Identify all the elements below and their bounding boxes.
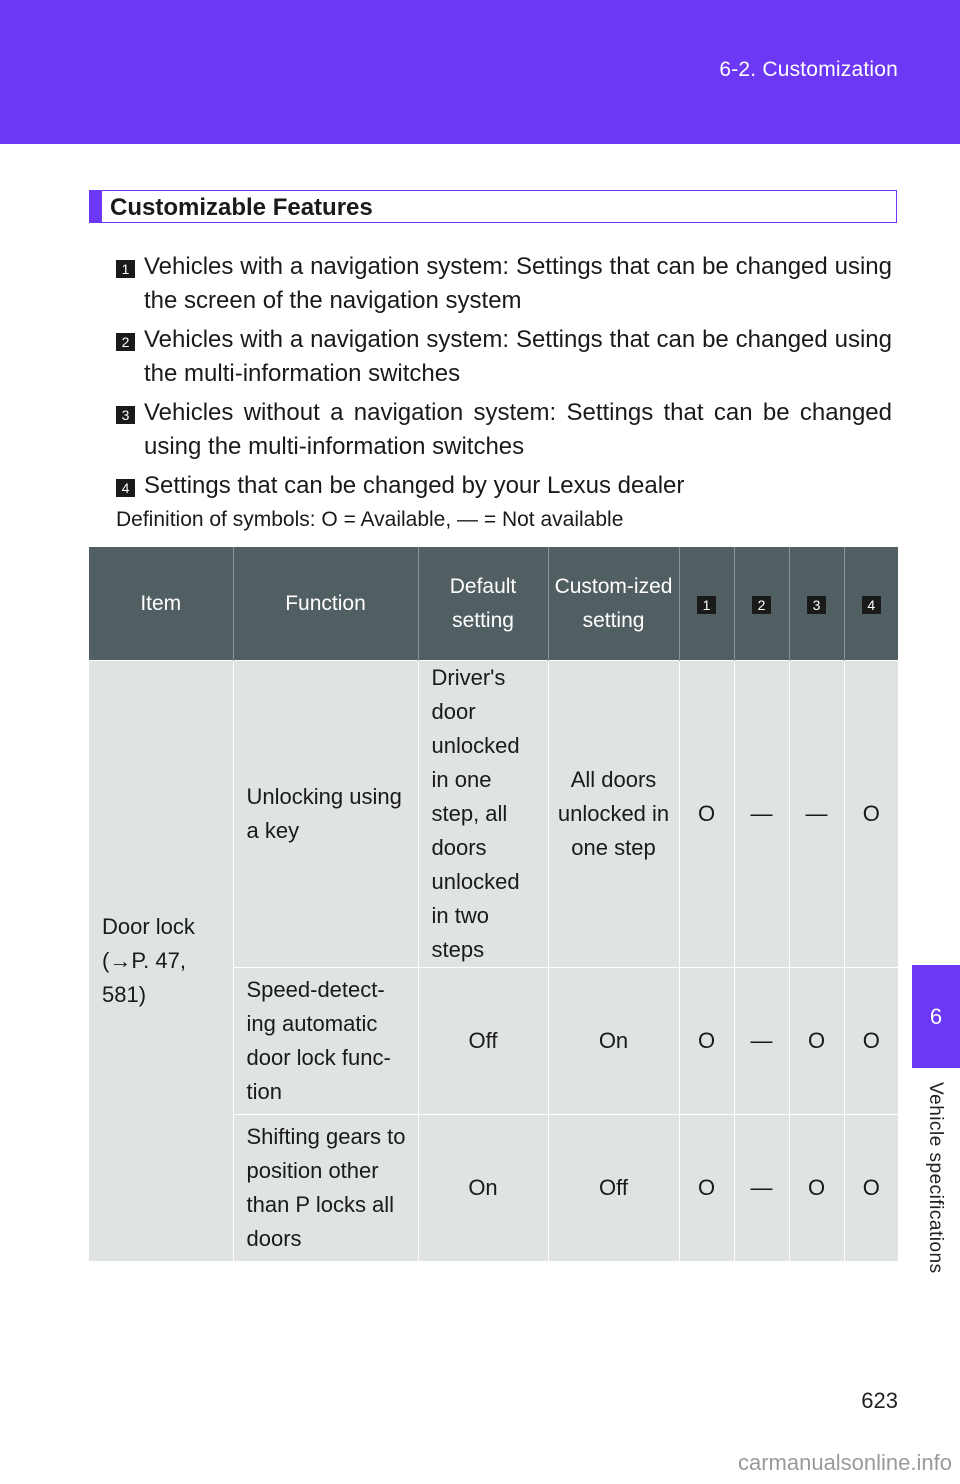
legend-item — [116, 323, 892, 391]
availability-cell-3: — — [789, 661, 844, 968]
default-setting-cell: Driver's door unlocked in one step, all doors unlocked in two steps — [418, 661, 548, 968]
availability-cell-3: O — [789, 1115, 844, 1262]
customized-setting-cell: Off — [548, 1115, 679, 1262]
section-title-bar — [89, 190, 897, 223]
chapter-tab[interactable] — [912, 965, 960, 1068]
footer — [0, 1448, 960, 1484]
legend-number-badge: 1 — [116, 260, 135, 278]
header-col-3 — [789, 547, 844, 661]
availability-cell-1: O — [679, 968, 734, 1115]
availability-cell-2: — — [734, 1115, 789, 1262]
header-customized-setting: Custom-ized setting — [548, 547, 679, 661]
chapter-label: Vehicle specifications — [925, 1082, 946, 1274]
number-badge: 2 — [752, 596, 771, 614]
function-cell: Unlocking using a key — [233, 661, 418, 968]
header-function: Function — [233, 547, 418, 661]
customization-table — [89, 547, 898, 1261]
customized-setting-cell: All doors unlocked in one step — [548, 661, 679, 968]
availability-cell-3: O — [789, 968, 844, 1115]
legend-number-badge: 2 — [116, 333, 135, 351]
availability-cell-2: — — [734, 661, 789, 968]
number-badge: 1 — [697, 596, 716, 614]
legend-text: Vehicles without a navigation system: Settings that can be changed using the multi-information switches — [144, 399, 892, 460]
default-setting-cell: On — [418, 1115, 548, 1262]
page-number: 623 — [861, 1388, 898, 1413]
function-cell: Shifting gears to position other than P locks all doors — [233, 1115, 418, 1262]
legend-item — [116, 469, 892, 503]
header-col-4 — [844, 547, 898, 661]
availability-cell-1: O — [679, 661, 734, 968]
item-cell: Door lock (→P. 47, 581) — [89, 661, 233, 1262]
legend-text: Settings that can be changed by your Lexus dealer — [144, 472, 685, 499]
section-breadcrumb: 6-2. Customization — [719, 58, 898, 81]
customized-setting-cell: On — [548, 968, 679, 1115]
legend-text: Vehicles with a navigation system: Settings that can be changed using the screen of the navigation system — [144, 253, 892, 314]
header-col-1 — [679, 547, 734, 661]
section-accent — [90, 191, 102, 222]
symbol-definition: Definition of symbols: O = Available, — = Not available — [116, 508, 624, 531]
header-item: Item — [89, 547, 233, 661]
table-row — [89, 661, 898, 968]
header-col-2 — [734, 547, 789, 661]
header-default-setting: Default setting — [418, 547, 548, 661]
table-header-row — [89, 547, 898, 661]
availability-cell-4: O — [844, 661, 898, 968]
page-header — [0, 0, 960, 144]
section-title: Customizable Features — [110, 194, 373, 221]
availability-cell-4: O — [844, 968, 898, 1115]
legend-item — [116, 396, 892, 464]
legend-number-badge: 3 — [116, 406, 135, 424]
legend-number-badge: 4 — [116, 479, 135, 497]
chapter-number: 6 — [929, 1003, 943, 1029]
availability-cell-4: O — [844, 1115, 898, 1262]
function-cell: Speed-detect-ing automatic door lock func-tion — [233, 968, 418, 1115]
watermark: carmanualsonline.info — [737, 1450, 952, 1475]
legend-text: Vehicles with a navigation system: Settings that can be changed using the multi-information switches — [144, 326, 892, 387]
default-setting-cell: Off — [418, 968, 548, 1115]
number-badge: 4 — [862, 596, 881, 614]
availability-cell-2: — — [734, 968, 789, 1115]
availability-cell-1: O — [679, 1115, 734, 1262]
legend-item — [116, 250, 892, 318]
legend-list — [116, 250, 892, 508]
number-badge: 3 — [807, 596, 826, 614]
